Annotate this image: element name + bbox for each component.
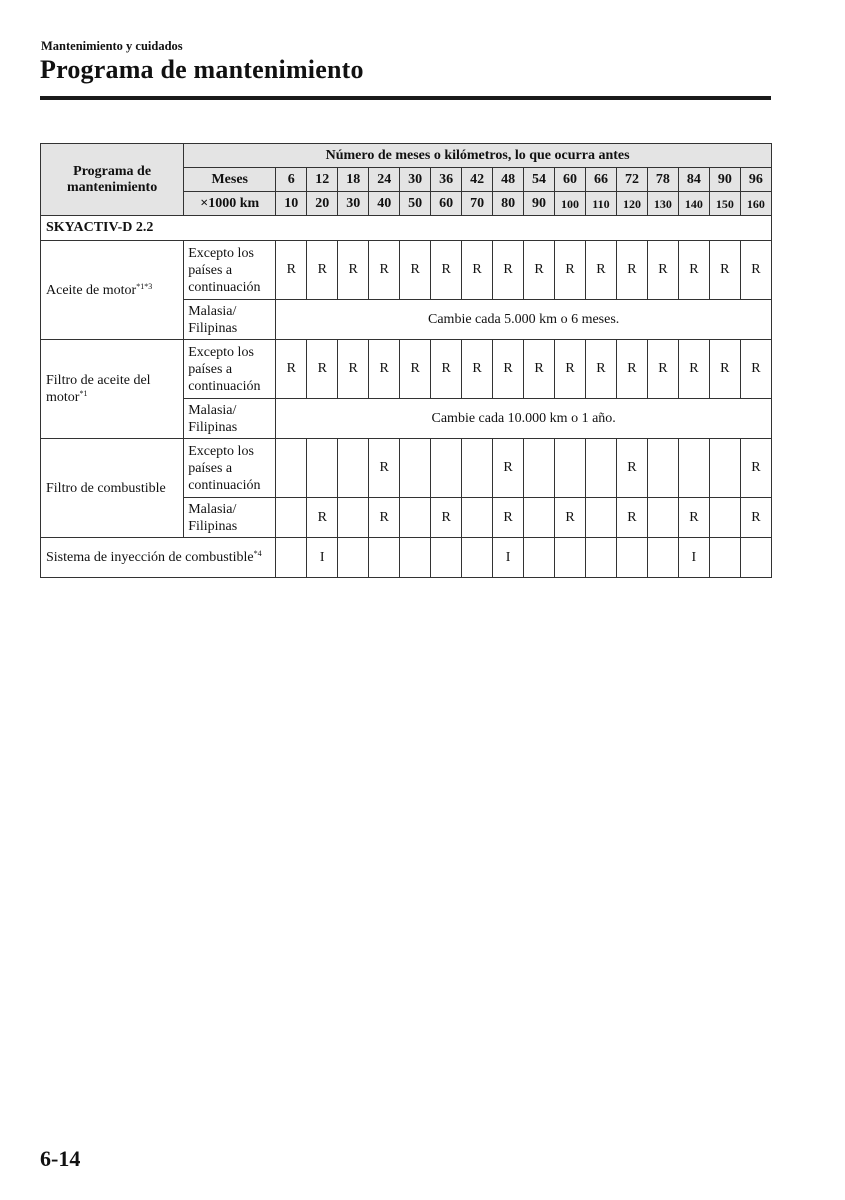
schedule-cell: R [524,340,555,399]
item-name: Filtro de aceite del motor [46,373,151,405]
schedule-cell [276,498,307,538]
schedule-cell [276,439,307,498]
schedule-cell: R [524,241,555,300]
schedule-cell: R [616,241,647,300]
item-label [41,340,184,439]
schedule-cell: R [307,340,338,399]
schedule-cell: R [709,241,740,300]
km-cell: 50 [400,192,431,216]
condition-label: Excepto los países a continuación [184,241,276,300]
schedule-cell: R [493,241,524,300]
schedule-cell [585,439,616,498]
schedule-cell: R [616,439,647,498]
months-cell: 90 [709,168,740,192]
schedule-cell: R [369,340,400,399]
schedule-cell: I [678,538,709,578]
schedule-cell: R [431,241,462,300]
schedule-cell: R [338,241,369,300]
schedule-cell [647,439,678,498]
schedule-cell: R [276,340,307,399]
months-cell: 96 [740,168,771,192]
schedule-cell [462,439,493,498]
schedule-row [41,538,772,578]
engine-label: SKYACTIV-D 2.2 [41,216,772,241]
title-divider [40,96,771,100]
months-cell: 72 [616,168,647,192]
interval-span-header: Número de meses o kilómetros, lo que ocurra antes [184,144,772,168]
schedule-cell: R [307,241,338,300]
condition-label: Malasia/ Filipinas [184,498,276,538]
schedule-cell: R [616,498,647,538]
schedule-cell: R [709,340,740,399]
schedule-cell: R [678,340,709,399]
page-number: 6-14 [40,1146,81,1171]
months-label: Meses [184,168,276,192]
schedule-cell: R [400,241,431,300]
schedule-cell: R [493,340,524,399]
km-cell: 60 [431,192,462,216]
schedule-cell [400,538,431,578]
km-label: ×1000 km [184,192,276,216]
schedule-cell: R [369,241,400,300]
item-name: Filtro de combustible [46,480,166,496]
item-label [41,439,184,538]
km-cell: 40 [369,192,400,216]
schedule-cell: R [616,340,647,399]
schedule-cell: R [369,439,400,498]
schedule-cell [276,538,307,578]
schedule-cell: R [585,241,616,300]
schedule-cell [709,498,740,538]
schedule-cell [585,498,616,538]
schedule-cell: R [493,439,524,498]
schedule-cell [307,439,338,498]
schedule-cell [524,498,555,538]
header-row [41,144,772,168]
schedule-cell: R [647,241,678,300]
schedule-cell [555,439,586,498]
item-label [41,538,276,578]
schedule-cell [740,538,771,578]
months-cell: 42 [462,168,493,192]
schedule-cell [647,538,678,578]
km-cell: 150 [709,192,740,216]
schedule-cell [462,538,493,578]
section-label: Mantenimiento y cuidados [41,39,183,53]
footnote-ref: *4 [253,549,262,558]
schedule-cell: R [740,439,771,498]
months-cell: 66 [585,168,616,192]
schedule-cell [555,538,586,578]
schedule-cell [585,538,616,578]
item-label [41,241,184,340]
months-cell: 60 [555,168,586,192]
schedule-cell [709,439,740,498]
schedule-cell: R [555,498,586,538]
schedule-cell: R [740,340,771,399]
condition-label: Malasia/ Filipinas [184,300,276,340]
schedule-cell: R [678,498,709,538]
km-cell: 110 [585,192,616,216]
schedule-cell [338,439,369,498]
item-name: Sistema de inyección de combustible [46,550,254,565]
km-cell: 90 [524,192,555,216]
km-cell: 140 [678,192,709,216]
schedule-cell: R [585,340,616,399]
schedule-cell: I [307,538,338,578]
months-cell: 12 [307,168,338,192]
schedule-cell: R [678,241,709,300]
months-cell: 6 [276,168,307,192]
schedule-cell [678,439,709,498]
schedule-cell: R [307,498,338,538]
km-cell: 130 [647,192,678,216]
km-cell: 160 [740,192,771,216]
schedule-row [41,241,772,300]
schedule-cell: R [369,498,400,538]
months-cell: 36 [431,168,462,192]
schedule-cell: R [431,340,462,399]
km-cell: 20 [307,192,338,216]
schedule-cell [462,498,493,538]
maintenance-schedule-table [40,143,772,578]
schedule-cell: R [740,241,771,300]
schedule-cell [431,439,462,498]
page-title: Programa de mantenimiento [40,55,364,84]
km-cell: 120 [616,192,647,216]
months-cell: 24 [369,168,400,192]
schedule-cell [338,498,369,538]
schedule-note: Cambie cada 10.000 km o 1 año. [276,399,772,439]
schedule-cell: R [462,340,493,399]
months-cell: 54 [524,168,555,192]
schedule-cell: I [493,538,524,578]
corner-header: Programa de mantenimiento [41,144,184,216]
condition-label: Malasia/ Filipinas [184,399,276,439]
schedule-row [41,439,772,498]
months-cell: 30 [400,168,431,192]
km-cell: 70 [462,192,493,216]
schedule-cell: R [647,340,678,399]
condition-label: Excepto los países a continuación [184,340,276,399]
schedule-cell: R [400,340,431,399]
schedule-cell: R [555,340,586,399]
engine-row [41,216,772,241]
schedule-cell: R [431,498,462,538]
schedule-cell [400,498,431,538]
km-cell: 30 [338,192,369,216]
km-cell: 10 [276,192,307,216]
months-cell: 18 [338,168,369,192]
months-cell: 78 [647,168,678,192]
schedule-cell [400,439,431,498]
schedule-cell [616,538,647,578]
schedule-cell: R [462,241,493,300]
schedule-cell [709,538,740,578]
months-cell: 48 [493,168,524,192]
schedule-note: Cambie cada 5.000 km o 6 meses. [276,300,772,340]
months-cell: 84 [678,168,709,192]
schedule-cell [524,439,555,498]
km-cell: 100 [555,192,586,216]
item-name: Aceite de motor [46,282,137,298]
schedule-cell: R [493,498,524,538]
footnote-ref: *1 [79,389,88,398]
schedule-cell [431,538,462,578]
schedule-cell [369,538,400,578]
schedule-cell: R [338,340,369,399]
condition-label: Excepto los países a continuación [184,439,276,498]
schedule-cell: R [555,241,586,300]
schedule-cell [338,538,369,578]
schedule-cell [647,498,678,538]
schedule-row [41,340,772,399]
footnote-ref: *1*3 [136,281,153,291]
schedule-cell: R [276,241,307,300]
schedule-cell [524,538,555,578]
schedule-cell: R [740,498,771,538]
km-cell: 80 [493,192,524,216]
